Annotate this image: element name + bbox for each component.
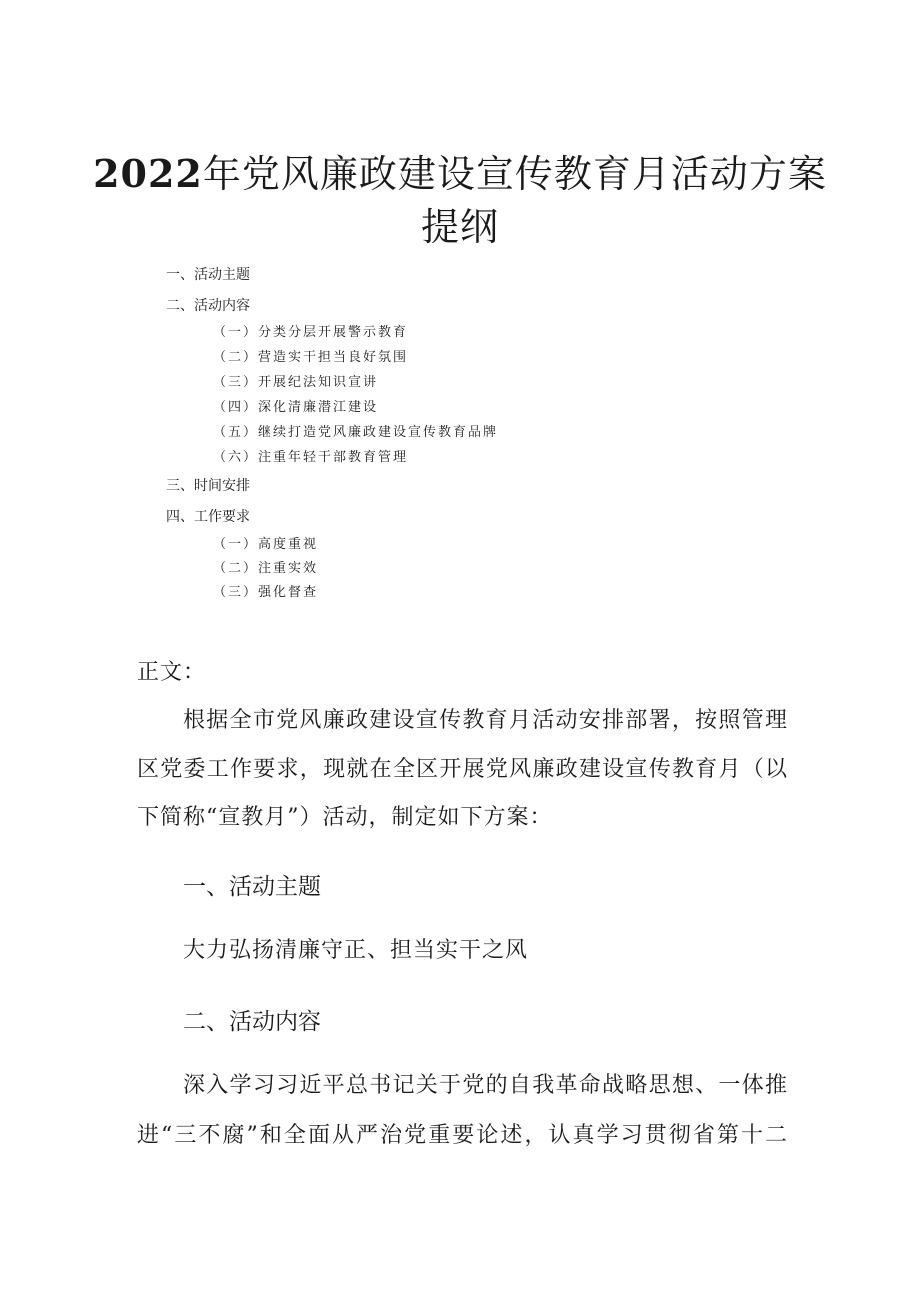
- outline-item: （一）分类分层开展警示教育: [213, 325, 409, 340]
- section-1-text: 大力弘扬清廉守正、担当实干之风: [183, 938, 529, 963]
- intro-paragraph-line: 下简称“宣教月”）活动，制定如下方案：: [137, 805, 553, 830]
- outline-heading-3: 三、时间安排: [166, 478, 250, 494]
- title-year: 2022: [93, 151, 203, 196]
- section-heading-2: 二、活动内容: [183, 1009, 321, 1035]
- outline-heading-1: 一、活动主题: [166, 267, 250, 283]
- outline-item: （三）开展纪法知识宣讲: [213, 375, 379, 390]
- outline-item: （五）继续打造党风廉政建设宣传教育品牌: [213, 425, 499, 440]
- section-2-paragraph-line: 进“三不腐”和全面从严治党重要论述，认真学习贯彻省第十二: [137, 1123, 787, 1148]
- section-2-paragraph-line: 深入学习习近平总书记关于党的自我革命战略思想、一体推: [183, 1073, 787, 1098]
- intro-paragraph-line: 区党委工作要求，现就在全区开展党风廉政建设宣传教育月（以: [137, 757, 787, 782]
- outline-item: （二）注重实效: [213, 561, 319, 576]
- title-text: 年党风廉政建设宣传教育月活动方案: [202, 152, 827, 196]
- document-title-line1: [0, 151, 920, 196]
- body-label: 正文：: [137, 660, 207, 685]
- outline-item: （二）营造实干担当良好氛围: [213, 350, 409, 365]
- outline-item: （一）高度重视: [213, 537, 319, 552]
- outline-item: （六）注重年轻干部教育管理: [213, 450, 409, 465]
- document-title-line2: 提纲: [420, 205, 499, 249]
- section-heading-1: 一、活动主题: [183, 874, 321, 900]
- outline-heading-2: 二、活动内容: [166, 298, 250, 314]
- outline-item: （三）强化督查: [213, 585, 319, 600]
- intro-paragraph-line: 根据全市党风廉政建设宣传教育月活动安排部署，按照管理: [183, 708, 787, 733]
- outline-item: （四）深化清廉潜江建设: [213, 400, 379, 415]
- outline-heading-4: 四、工作要求: [166, 509, 250, 525]
